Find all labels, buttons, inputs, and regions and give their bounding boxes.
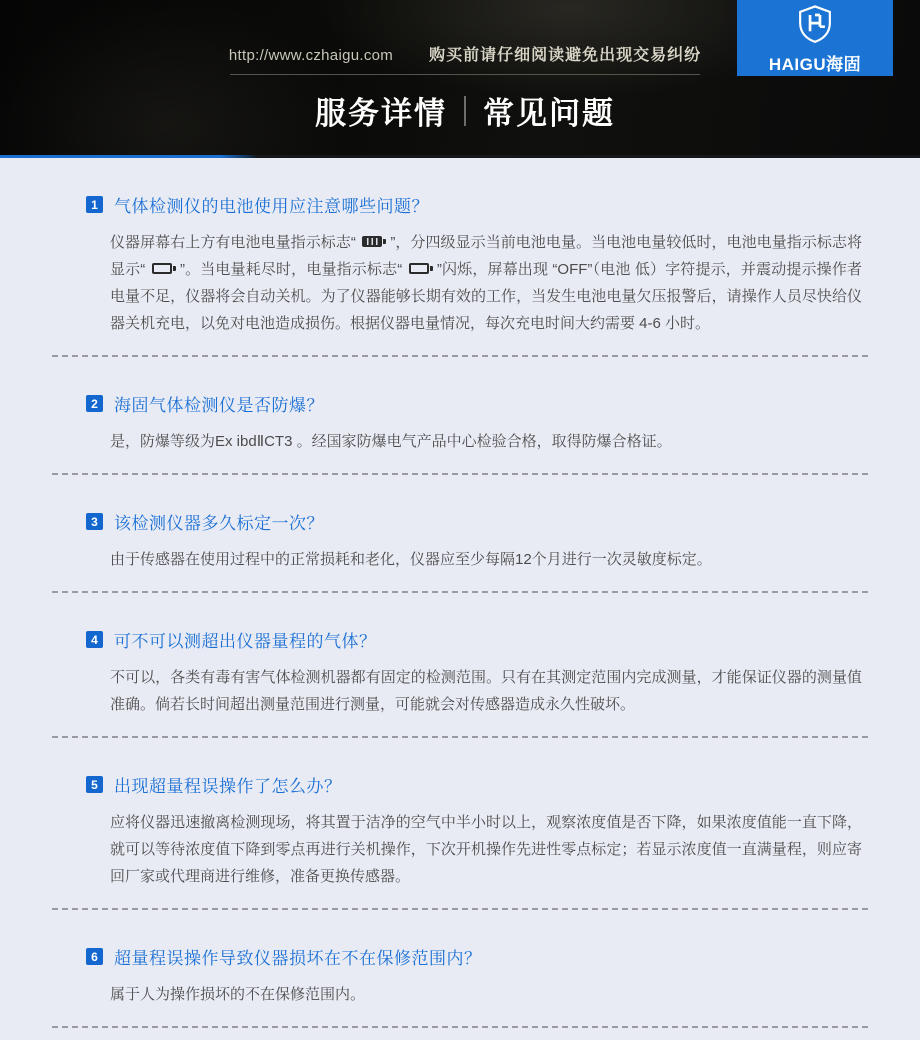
faq-list: [52, 158, 868, 1028]
faq-item: [52, 910, 868, 1028]
question-title: 海固气体检测仪是否防爆？: [114, 396, 324, 415]
question-title: 出现超量程误操作了怎么办？: [114, 777, 342, 796]
question-title: 气体检测仪的电池使用应注意哪些问题？: [114, 197, 429, 216]
question-number-badge: 6: [86, 948, 103, 965]
purchase-notice: 购买前请仔细阅读避免出现交易纠纷: [429, 47, 702, 64]
battery-empty-icon: [409, 263, 429, 274]
faq-item: [52, 158, 868, 357]
answer-text: 应将仪器迅速撤离检测现场，将其置于洁净的空气中半小时以上，观察浓度值是否下降，如果浓度值能一直下降，就可以等待浓度值下降到零点再进行关机操作，下次开机操作先进性零点标定；若显示浓度值一直满量程，则应寄回厂家或代理商进行维修，准备更换传感器。: [110, 814, 862, 885]
site-url: http://www.czhaigu.com: [228, 47, 394, 64]
page-header: [0, 0, 920, 158]
header-top-row: [230, 42, 700, 65]
answer-text: 属于人为操作损坏的不在保修范围内。: [110, 986, 366, 1003]
shield-icon: [797, 5, 833, 48]
question-row: [52, 627, 868, 652]
title-divider: [464, 96, 466, 126]
answer-text: 仪器屏幕右上方有电池电量指示标志“ ”，分四级显示当前电池电量。当电池电量较低时，电池电量指示标志将显示“ ”。当电量耗尽时，电量指示标志“ ”闪烁，屏幕出现 “OFF”（电池 低）字符提示，并震动提示操作者电量不足，仪器将会自动关机。为了仪器能够长期有效的工作，当发生电池电量欠压报警后，请操作人员尽快给仪器关机充电，以免对电池造成损伤。根据仪器电量情况，每次充电时间大约需要 4-6 小时。: [110, 234, 862, 332]
question-title: 超量程误操作导致仪器损坏在不在保修范围内？: [114, 949, 482, 968]
brand-name: HAIGU海固: [768, 55, 862, 74]
faq-item: [52, 475, 868, 593]
faq-item: [52, 357, 868, 475]
question-row: [52, 391, 868, 416]
question-row: [52, 509, 868, 534]
faq-item: [52, 738, 868, 910]
question-number-badge: 1: [86, 196, 103, 213]
header-accent-line: [0, 155, 920, 158]
header-content: [230, 0, 700, 133]
header-rule: [230, 74, 700, 75]
question-title: 该检测仪器多久标定一次？: [114, 514, 324, 533]
brand-logo: [737, 0, 893, 76]
question-number-badge: 4: [86, 631, 103, 648]
battery-empty-icon: [152, 263, 172, 274]
question-number-badge: 3: [86, 513, 103, 530]
question-number-badge: 2: [86, 395, 103, 412]
question-title: 可不可以测超出仪器量程的气体？: [114, 632, 377, 651]
faq-item: [52, 593, 868, 738]
question-number-badge: 5: [86, 776, 103, 793]
title-common-questions: 常见问题: [483, 96, 615, 131]
question-row: [52, 772, 868, 797]
battery-full-icon: [362, 236, 382, 247]
question-row: [52, 192, 868, 217]
question-row: [52, 944, 868, 969]
answer-text: 由于传感器在使用过程中的正常损耗和老化，仪器应至少每隔12个月进行一次灵敏度标定。: [110, 551, 712, 568]
answer-text: 不可以，各类有毒有害气体检测机器都有固定的检测范围。只有在其测定范围内完成测量，才能保证仪器的测量值准确。倘若长时间超出测量范围进行测量，可能就会对传感器造成永久性破坏。: [110, 669, 862, 713]
answer-text: 是，防爆等级为Ex ibdⅡCT3 。经国家防爆电气产品中心检验合格，取得防爆合格证。: [110, 433, 672, 450]
page-title: [230, 88, 700, 133]
title-service-details: 服务详情: [315, 96, 447, 131]
faq-section: [0, 158, 920, 1028]
